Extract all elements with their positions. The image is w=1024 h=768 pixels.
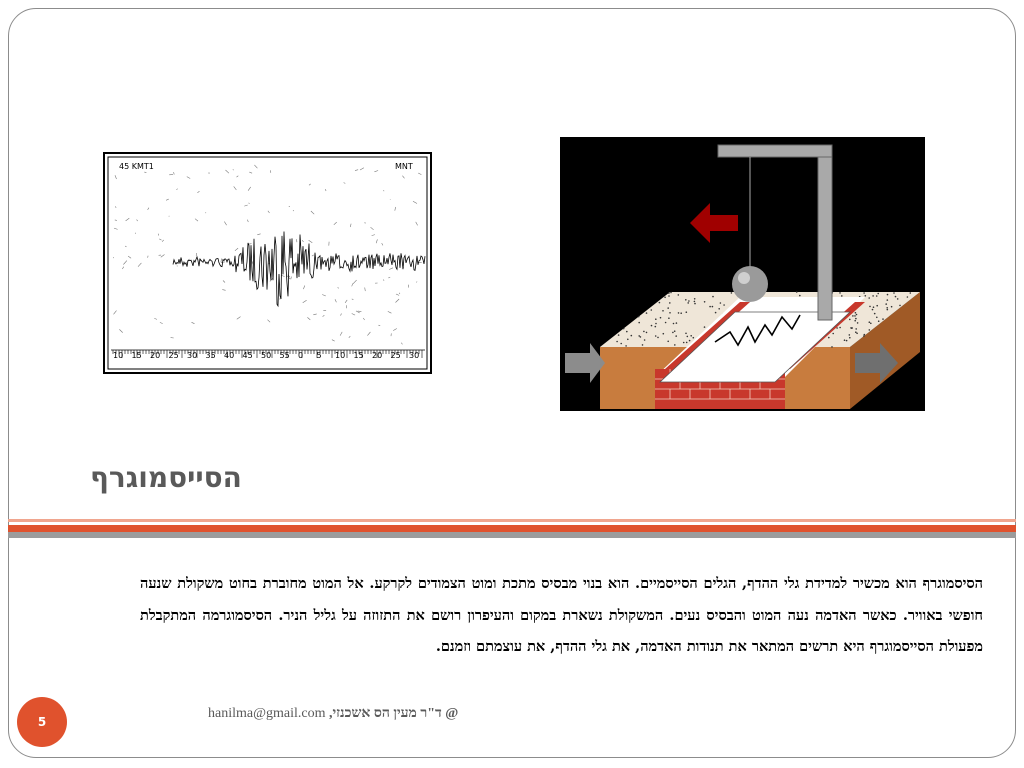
body-paragraph: הסיסמוגרף הוא מכשיר למדידת גלי ההדף, הגלים הסייסמיים. הוא בנוי מבסיס מתכת ומוט הצמודים לקרקע. אל המוט מחוברת בחוט משקולת שנעה חופשי באוויר. כאשר האדמה נעה המוט והבסיס נעים. המשקולת נשארת במקום והעיפרון רושם את התזוזה על גליל הניר. הסיסמוגרמה המתקבלת מפעולת הסייסמוגרף היא תרשים המתאר את תנודות האדמה, את גלי ההדף, את עוצמתם וזמנם. <box>140 575 983 655</box>
seismogram-station-right: MNT <box>395 162 413 171</box>
slide-title: הסייסמוגרף <box>90 461 242 494</box>
seismogram-tick-label: 30 <box>409 351 420 360</box>
seismogram-tick-label: 40 <box>224 351 235 360</box>
divider-top-line <box>8 519 1016 522</box>
divider-bar <box>8 525 1016 532</box>
seismogram-tick-label: 50 <box>261 351 272 360</box>
seismogram-tick-label: 10 <box>335 351 346 360</box>
seismogram-tick-label: 10 <box>113 351 124 360</box>
seismogram-tick-label: 20 <box>372 351 383 360</box>
footer-author: @ ד"ר מעין הס אשכנזי, <box>328 706 459 721</box>
seismogram-tick-label: 30 <box>187 351 198 360</box>
footer-credit <box>208 706 458 726</box>
seismogram-tick-label: 15 <box>131 351 142 360</box>
seismogram-tick-label: 20 <box>150 351 161 360</box>
seismogram-tick-label: 55 <box>279 351 290 360</box>
seismogram-image <box>103 152 432 374</box>
seismogram-tick-label: 5 <box>316 351 322 360</box>
seismograph-illustration <box>560 137 925 411</box>
seismogram-tick-label: 0 <box>298 351 304 360</box>
seismogram-tick-label: 25 <box>168 351 179 360</box>
seismogram-station-left: 45 KMT1 <box>119 162 154 171</box>
footer-email: hanilma@gmail.com <box>208 706 326 721</box>
page-number-badge: 5 <box>17 697 67 747</box>
seismogram-tick-label: 15 <box>353 351 364 360</box>
divider-underline <box>8 532 1016 538</box>
seismogram-tick-label: 45 <box>242 351 253 360</box>
seismogram-tick-label: 25 <box>390 351 401 360</box>
seismogram-tick-label: 35 <box>205 351 216 360</box>
